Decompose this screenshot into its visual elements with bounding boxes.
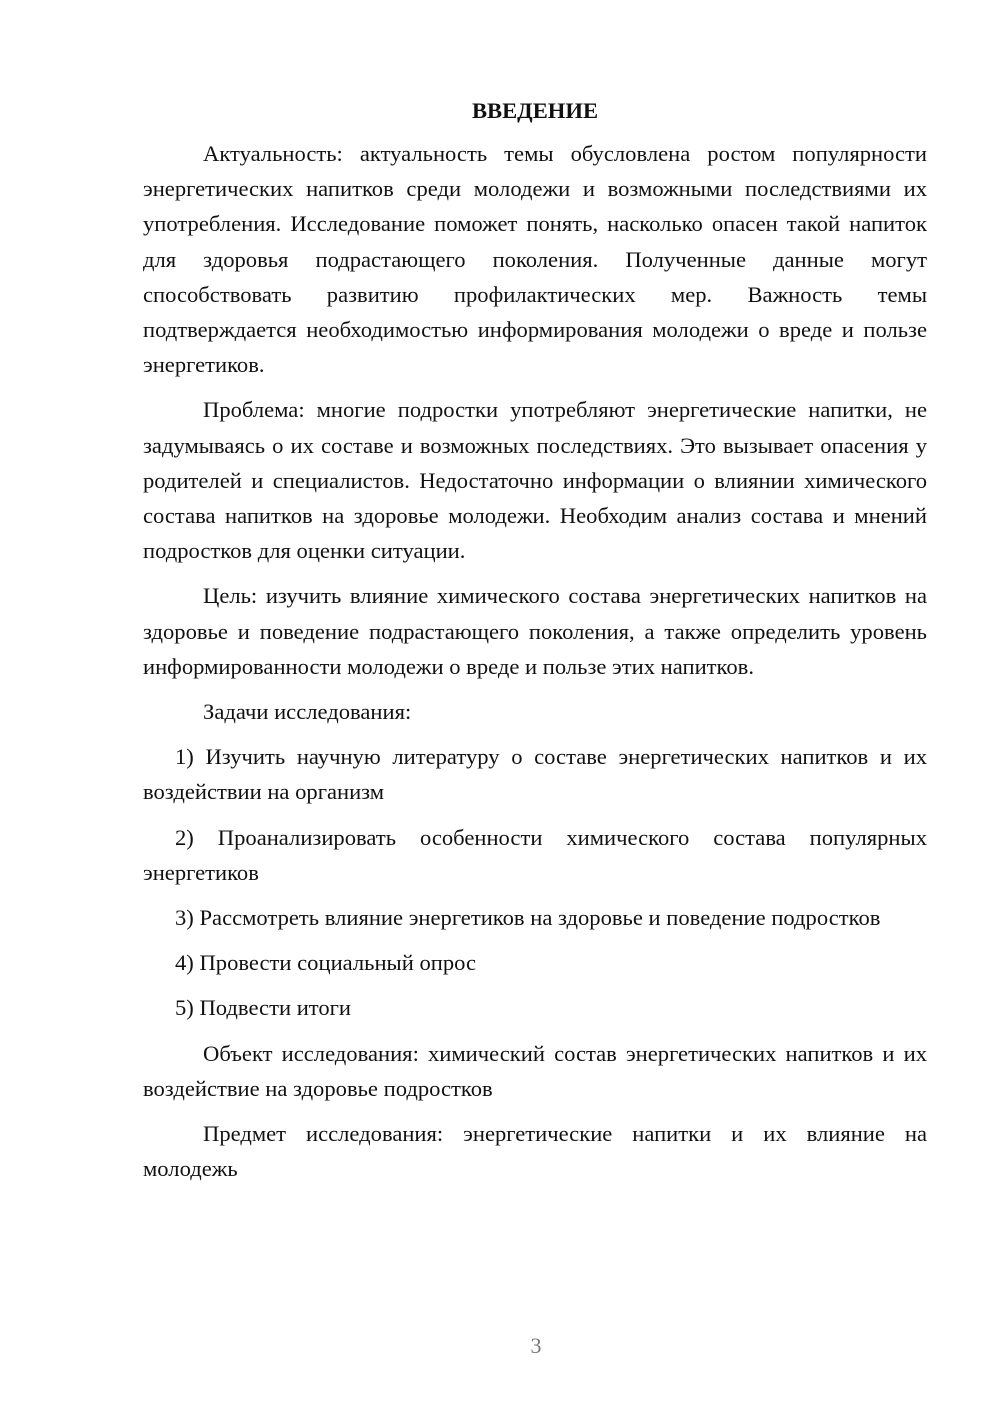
page-content bbox=[143, 93, 927, 1196]
section-title: ВВЕДЕНИЕ bbox=[471, 98, 599, 123]
relevance-paragraph: Актуальность: актуальность темы обусловлена ростом популярности энергетических напитков среди молодежи и возможными последствиями их употребления. Исследование поможет понять, насколько опасен такой напиток для здоровья подрастающего поколения. Полученные данные могут способствовать развитию профилактических мер. Важность темы подтверждается необходимостью информирования молодежи о вреде и пользе энергетиков. bbox=[143, 141, 927, 378]
tasks-heading: Задачи исследования: bbox=[203, 699, 412, 725]
research-object-paragraph: Объект исследования: химический состав энергетических напитков и их воздействие на здоровье подростков bbox=[143, 1040, 927, 1101]
task-item: 1) Изучить научную литературу о составе энергетических напитков и их воздействии на организм bbox=[143, 744, 927, 805]
goal-paragraph: Цель: изучить влияние химического состава энергетических напитков на здоровье и поведение подрастающего поколения, а также определить уровень информированности молодежи о вреде и пользе этих напитков. bbox=[143, 583, 927, 679]
task-item: 2) Проанализировать особенности химического состава популярных энергетиков bbox=[143, 824, 927, 885]
task-item: 5) Подвести итоги bbox=[175, 995, 352, 1021]
research-subject-paragraph: Предмет исследования: энергетические напитки и их влияние на молодежь bbox=[143, 1121, 927, 1182]
task-item: 4) Провести социальный опрос bbox=[175, 950, 477, 976]
problem-paragraph: Проблема: многие подростки употребляют энергетические напитки, не задумываясь о их составе и возможных последствиях. Это вызывает опасения у родителей и специалистов. Недостаточно информации о влиянии химического состава напитков на здоровье молодежи. Необходим анализ состава и мнений подростков для оценки ситуации. bbox=[143, 397, 927, 564]
task-item: 3) Рассмотреть влияние энергетиков на здоровье и поведение подростков bbox=[175, 905, 881, 931]
page-number: 3 bbox=[530, 1333, 542, 1358]
